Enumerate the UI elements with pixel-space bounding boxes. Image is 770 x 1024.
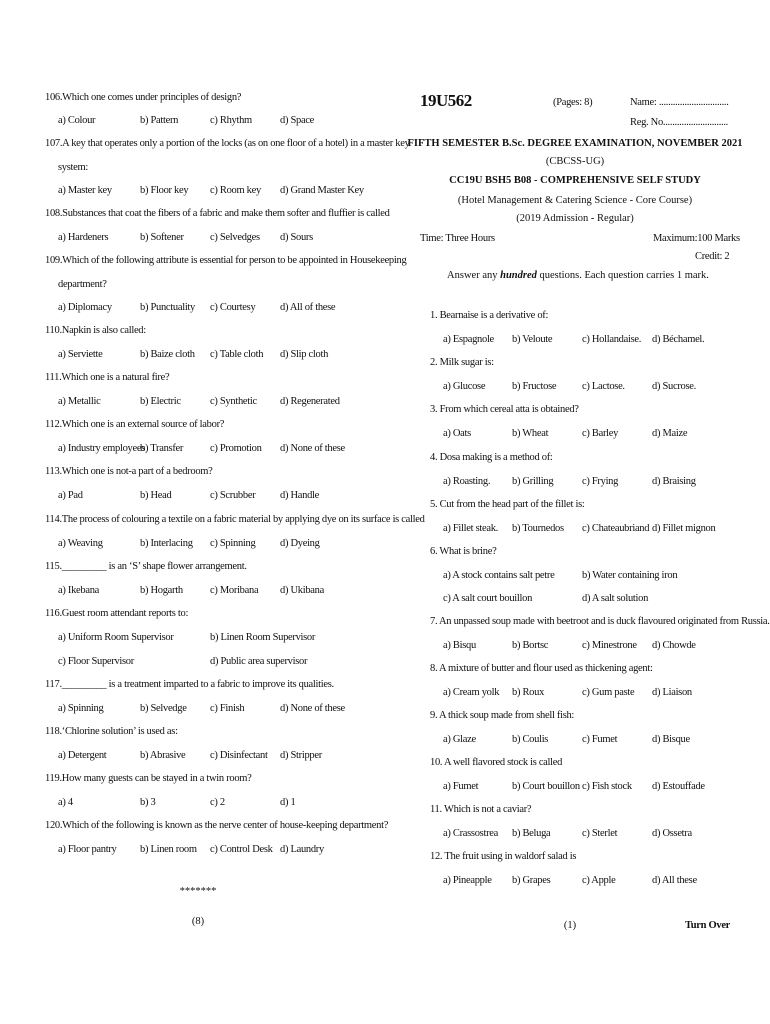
option: d) Slip cloth — [280, 349, 329, 360]
option: b) Pattern — [140, 115, 179, 126]
question-109: 109.Which of the following attribute is essential for person to be appointed in Housekeeping — [45, 255, 407, 266]
course-title: CC19U BSH5 B08 - COMPREHENSIVE SELF STUDY — [449, 175, 701, 186]
option: b) Court bouillon — [512, 781, 580, 792]
option: d) A salt solution — [582, 593, 649, 604]
option: d) None of these — [280, 703, 345, 714]
option: a) Master key — [58, 185, 112, 196]
option: a) Pad — [58, 490, 83, 501]
option: c) Minestrone — [582, 640, 637, 651]
option: b) Softener — [140, 232, 184, 243]
option: a) Floor pantry — [58, 844, 117, 855]
option: a) Spinning — [58, 703, 104, 714]
option: a) Detergent — [58, 750, 107, 761]
option: c) Finish — [210, 703, 245, 714]
option: c) Selvedges — [210, 232, 260, 243]
option: b) Grapes — [512, 875, 551, 886]
question-5: 5. Cut from the head part of the fillet is: — [430, 499, 585, 510]
name-field: Name: .............................. — [630, 97, 729, 108]
question-106: 106.Which one comes under principles of design? — [45, 92, 242, 103]
option: a) Glaze — [443, 734, 476, 745]
question-113: 113.Which one is not-a part of a bedroom? — [45, 466, 213, 477]
option: b) Roux — [512, 687, 545, 698]
option: a) Ikebana — [58, 585, 100, 596]
option: d) Fillet mignon — [652, 523, 716, 534]
option: a) Espagnole — [443, 334, 494, 345]
question-10: 10. A well flavored stock is called — [430, 757, 563, 768]
option: c) Spinning — [210, 538, 256, 549]
page-number: (1) — [563, 920, 577, 931]
question-107: 107.A key that operates only a portion of the locks (as on one floor of a hotel) in a master key — [45, 138, 410, 149]
option: b) Head — [140, 490, 172, 501]
option: a) Serviette — [58, 349, 103, 360]
option: d) Dyeing — [280, 538, 320, 549]
option: d) All of these — [280, 302, 336, 313]
option: c) Fish stock — [582, 781, 632, 792]
question-107-continued: system: — [58, 162, 88, 173]
option: b) Hogarth — [140, 585, 183, 596]
end-mark: ******* — [179, 886, 217, 897]
option: c) Gum paste — [582, 687, 635, 698]
question-116: 116.Guest room attendant reports to: — [45, 608, 189, 619]
option: a) Oats — [443, 428, 471, 439]
option: a) Bisqu — [443, 640, 476, 651]
option: d) Bisque — [652, 734, 690, 745]
option: a) A stock contains salt petre — [443, 570, 555, 581]
question-11: 11. Which is not a caviar? — [430, 804, 532, 815]
option: c) Hollandaise. — [582, 334, 642, 345]
question-1: 1. Bearnaise is a derivative of: — [430, 310, 549, 321]
option: b) Water containing iron — [582, 570, 678, 581]
option: b) Wheat — [512, 428, 549, 439]
question-2: 2. Milk sugar is: — [430, 357, 494, 368]
right-page — [385, 0, 770, 1024]
question-6: 6. What is brine? — [430, 546, 497, 557]
option: c) Barley — [582, 428, 619, 439]
option: d) Estouffade — [652, 781, 705, 792]
option: c) Apple — [582, 875, 616, 886]
option: d) Public area supervisor — [210, 656, 308, 667]
option: c) Courtesy — [210, 302, 256, 313]
option: b) Beluga — [512, 828, 551, 839]
option: d) Regenerated — [280, 396, 340, 407]
option: d) Laundry — [280, 844, 324, 855]
question-12: 12. The fruit using in waldorf salad is — [430, 851, 577, 862]
option: a) Metallic — [58, 396, 101, 407]
option: c) Disinfectant — [210, 750, 268, 761]
question-114: 114.The process of colouring a textile on a fabric material by applying dye on its surface is called — [45, 514, 425, 525]
option: c) Table cloth — [210, 349, 264, 360]
option: d) Ossetra — [652, 828, 692, 839]
reg-no-field: Reg. No............................ — [630, 117, 728, 128]
credit: Credit: 2 — [695, 251, 730, 262]
option: b) Linen room — [140, 844, 197, 855]
option: a) Glucose — [443, 381, 486, 392]
option: b) 3 — [140, 797, 156, 808]
option: a) Uniform Room Supervisor — [58, 632, 174, 643]
programme: (Hotel Management & Catering Science - Core Course) — [457, 195, 693, 206]
question-111: 111.Which one is a natural fire? — [45, 372, 170, 383]
option: c) Lactose. — [582, 381, 625, 392]
option: b) Tournedos — [512, 523, 564, 534]
option: b) Punctuality — [140, 302, 196, 313]
option: c) 2 — [210, 797, 225, 808]
option: d) Béchamel. — [652, 334, 705, 345]
option: a) 4 — [58, 797, 73, 808]
option: d) Stripper — [280, 750, 322, 761]
question-119: 119.How many guests can be stayed in a twin room? — [45, 773, 252, 784]
option: b) Veloute — [512, 334, 553, 345]
paper-code: 19U562 — [420, 91, 472, 110]
option: b) Selvedge — [140, 703, 187, 714]
option: a) Industry employees — [58, 443, 146, 454]
option: a) Diplomacy — [58, 302, 112, 313]
option: c) Floor Supervisor — [58, 656, 134, 667]
option: d) Ukibana — [280, 585, 324, 596]
option: d) 1 — [280, 797, 296, 808]
option: d) Grand Master Key — [280, 185, 364, 196]
option: c) Moribana — [210, 585, 259, 596]
option: b) Fructose — [512, 381, 557, 392]
option: a) Fillet steak. — [443, 523, 498, 534]
question-112: 112.Which one is an external source of labor? — [45, 419, 225, 430]
admission: (2019 Admission - Regular) — [516, 213, 634, 224]
option: b) Electric — [140, 396, 181, 407]
question-117: 117._________ is a treatment imparted to a fabric to improve its qualities. — [45, 679, 334, 690]
option: d) None of these — [280, 443, 345, 454]
question-4: 4. Dosa making is a method of: — [430, 452, 553, 463]
option: b) Baize cloth — [140, 349, 195, 360]
pages-count: (Pages: 8) — [553, 97, 593, 108]
option: b) Coulis — [512, 734, 549, 745]
time-allowed: Time: Three Hours — [420, 233, 495, 244]
question-120: 120.Which of the following is known as the nerve center of house-keeping department? — [45, 820, 389, 831]
question-115: 115._________ is an ‘S’ shape flower arrangement. — [45, 561, 247, 572]
question-3: 3. From which cereal atta is obtained? — [430, 404, 579, 415]
option: c) Sterlet — [582, 828, 618, 839]
option: c) Frying — [582, 476, 619, 487]
question-9: 9. A thick soup made from shell fish: — [430, 710, 575, 721]
option: c) Rhythm — [210, 115, 252, 126]
question-108: 108.Substances that coat the fibers of a fabric and make them softer and fluffier is called — [45, 208, 390, 219]
instruction: Answer any hundred questions. Each question carries 1 mark. — [447, 270, 709, 281]
option: a) Crassostrea — [443, 828, 498, 839]
option: b) Floor key — [140, 185, 189, 196]
question-8: 8. A mixture of butter and flour used as thickening agent: — [430, 663, 653, 674]
option: d) Sucrose. — [652, 381, 696, 392]
question-109-continued: department? — [58, 279, 107, 290]
option: b) Bortsc — [512, 640, 549, 651]
question-7: 7. An unpassed soup made with beetroot and is duck flavoured originated from Russia. — [430, 616, 770, 627]
option: b) Transfer — [140, 443, 184, 454]
option: a) Weaving — [58, 538, 103, 549]
option: d) Braising — [652, 476, 696, 487]
option: c) Synthetic — [210, 396, 257, 407]
option: b) Interlacing — [140, 538, 193, 549]
option: c) Fumet — [582, 734, 618, 745]
option: c) Room key — [210, 185, 261, 196]
option: d) Chowde — [652, 640, 696, 651]
option: b) Abrasive — [140, 750, 186, 761]
option: c) Promotion — [210, 443, 262, 454]
option: c) Scrubber — [210, 490, 256, 501]
option: a) Hardeners — [58, 232, 109, 243]
option: d) All these — [652, 875, 697, 886]
option: c) Control Desk — [210, 844, 273, 855]
option: d) Space — [280, 115, 315, 126]
turn-over: Turn Over — [685, 920, 731, 931]
maximum-marks: Maximum:100 Marks — [653, 233, 740, 244]
option: d) Liaison — [652, 687, 692, 698]
page-number: (8) — [191, 916, 205, 927]
option: a) Cream yolk — [443, 687, 500, 698]
option: c) Chateaubriand — [582, 523, 650, 534]
option: b) Grilling — [512, 476, 554, 487]
option: a) Roasting. — [443, 476, 491, 487]
option: a) Fumet — [443, 781, 479, 792]
option: d) Sours — [280, 232, 313, 243]
option: a) Pineapple — [443, 875, 492, 886]
question-118: 118.‘Chlorine solution’ is used as: — [45, 726, 178, 737]
question-110: 110.Napkin is also called: — [45, 325, 146, 336]
option: d) Maize — [652, 428, 688, 439]
scheme: (CBCSS-UG) — [545, 156, 605, 167]
option: b) Linen Room Supervisor — [210, 632, 316, 643]
exam-title: FIFTH SEMESTER B.Sc. DEGREE EXAMINATION, NOVEMBER 2021 — [407, 138, 743, 149]
option: a) Colour — [58, 115, 96, 126]
option: c) A salt court bouillon — [443, 593, 533, 604]
option: d) Handle — [280, 490, 319, 501]
